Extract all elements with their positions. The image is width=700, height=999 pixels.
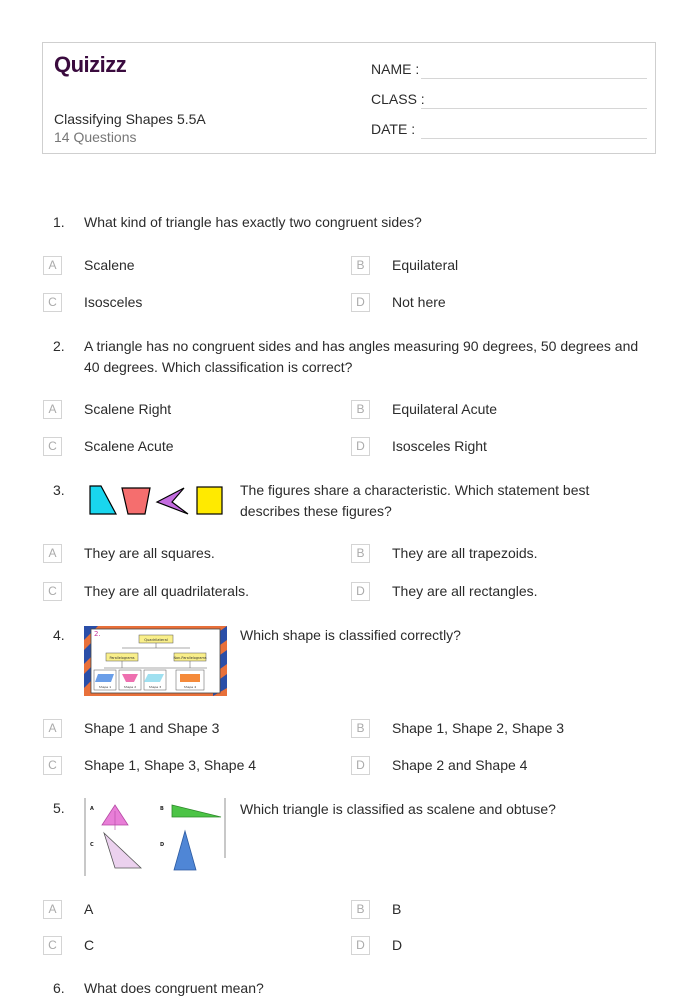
option-letter[interactable]: A: [43, 256, 62, 275]
question-number: 6.: [53, 980, 65, 996]
option-letter[interactable]: C: [43, 936, 62, 955]
class-line[interactable]: [421, 108, 647, 109]
image-mid-left-label: Parallelograms: [109, 656, 135, 660]
right-triangle: [172, 805, 221, 817]
quiz-title: Classifying Shapes 5.5A: [54, 111, 206, 127]
option-letter[interactable]: B: [351, 400, 370, 419]
obtuse-triangle: [104, 833, 141, 868]
image-number: 2.: [94, 630, 101, 638]
question-number: 1.: [53, 214, 65, 230]
option-letter[interactable]: D: [351, 293, 370, 312]
question-number: 4.: [53, 627, 65, 643]
option-text: B: [392, 901, 402, 917]
triangles-image: [84, 798, 227, 878]
option-text: Isosceles Right: [392, 438, 487, 454]
question-text: What kind of triangle has exactly two congruent sides?: [84, 214, 422, 230]
question-number: 5.: [53, 800, 65, 816]
option-text: They are all squares.: [84, 545, 215, 561]
triangle-label: D: [160, 842, 165, 848]
question-number: 2.: [53, 338, 65, 354]
option-text: Scalene Right: [84, 401, 172, 417]
concave-kite-shape: [157, 488, 188, 514]
option-letter[interactable]: A: [43, 719, 62, 738]
worksheet-header: [42, 42, 656, 154]
shapes-image: [88, 484, 228, 518]
option-text: Shape 1, Shape 3, Shape 4: [84, 757, 257, 773]
question-number: 3.: [53, 482, 65, 498]
option-text: Shape 1, Shape 2, Shape 3: [392, 720, 565, 736]
image-mid-right-label: Non-Parallelograms: [173, 656, 207, 660]
question-text: Which triangle is classified as scalene and obtuse?: [240, 801, 556, 817]
option-text: Scalene: [84, 257, 135, 273]
option-letter[interactable]: B: [351, 256, 370, 275]
option-text: Equilateral Acute: [392, 401, 498, 417]
image-top-label: Quadrilateral: [144, 638, 168, 642]
red-trapezoid-shape: [122, 488, 150, 514]
option-text: Equilateral: [392, 257, 459, 273]
option-letter[interactable]: C: [43, 293, 62, 312]
question-text: What does congruent mean?: [84, 980, 264, 996]
trapezoid-shape: [90, 486, 116, 514]
option-text: Shape 2 and Shape 4: [392, 757, 528, 773]
triangle-label: C: [90, 842, 94, 848]
date-line[interactable]: [421, 138, 647, 139]
question-count: 14 Questions: [54, 129, 137, 145]
option-letter[interactable]: D: [351, 437, 370, 456]
option-text: They are all trapezoids.: [392, 545, 538, 561]
isosceles-triangle: [174, 831, 196, 870]
triangle-label: B: [160, 806, 164, 812]
square-shape: [197, 487, 222, 514]
name-label: NAME :: [371, 61, 420, 77]
image-shape-label: Shape 1: [98, 685, 112, 689]
question-text: The figures share a characteristic. Which statement best describes these figures?: [240, 482, 590, 519]
option-letter[interactable]: A: [43, 900, 62, 919]
option-letter[interactable]: D: [351, 936, 370, 955]
image-shape-label: Shape 2: [123, 685, 137, 689]
image-shape-label: Shape 4: [183, 685, 197, 689]
date-label: DATE :: [371, 121, 416, 137]
option-letter[interactable]: B: [351, 900, 370, 919]
option-text: C: [84, 937, 95, 953]
option-text: They are all rectangles.: [392, 583, 538, 599]
option-text: D: [392, 937, 403, 953]
option-text: Shape 1 and Shape 3: [84, 720, 220, 736]
option-text: Not here: [392, 294, 446, 310]
option-letter[interactable]: D: [351, 756, 370, 775]
option-text: Isosceles: [84, 294, 143, 310]
class-label: CLASS :: [371, 91, 425, 107]
option-letter[interactable]: B: [351, 719, 370, 738]
option-letter[interactable]: B: [351, 544, 370, 563]
option-text: A: [84, 901, 94, 917]
quizizz-logo: Quizizz: [54, 52, 127, 77]
question-text: Which shape is classified correctly?: [240, 627, 461, 643]
question-text: A triangle has no congruent sides and has angles measuring 90 degrees, 50 degrees and 40 degrees. Which classification is correct?: [84, 338, 639, 375]
option-letter[interactable]: D: [351, 582, 370, 601]
option-letter[interactable]: C: [43, 756, 62, 775]
option-letter[interactable]: A: [43, 400, 62, 419]
option-text: Scalene Acute: [84, 438, 174, 454]
option-text: They are all quadrilaterals.: [84, 583, 249, 599]
name-line[interactable]: [421, 78, 647, 79]
classification-chart-image: [84, 626, 227, 696]
triangle-label: A: [90, 806, 94, 812]
option-letter[interactable]: C: [43, 582, 62, 601]
image-shape-label: Shape 3: [148, 685, 162, 689]
option-letter[interactable]: C: [43, 437, 62, 456]
option-letter[interactable]: A: [43, 544, 62, 563]
